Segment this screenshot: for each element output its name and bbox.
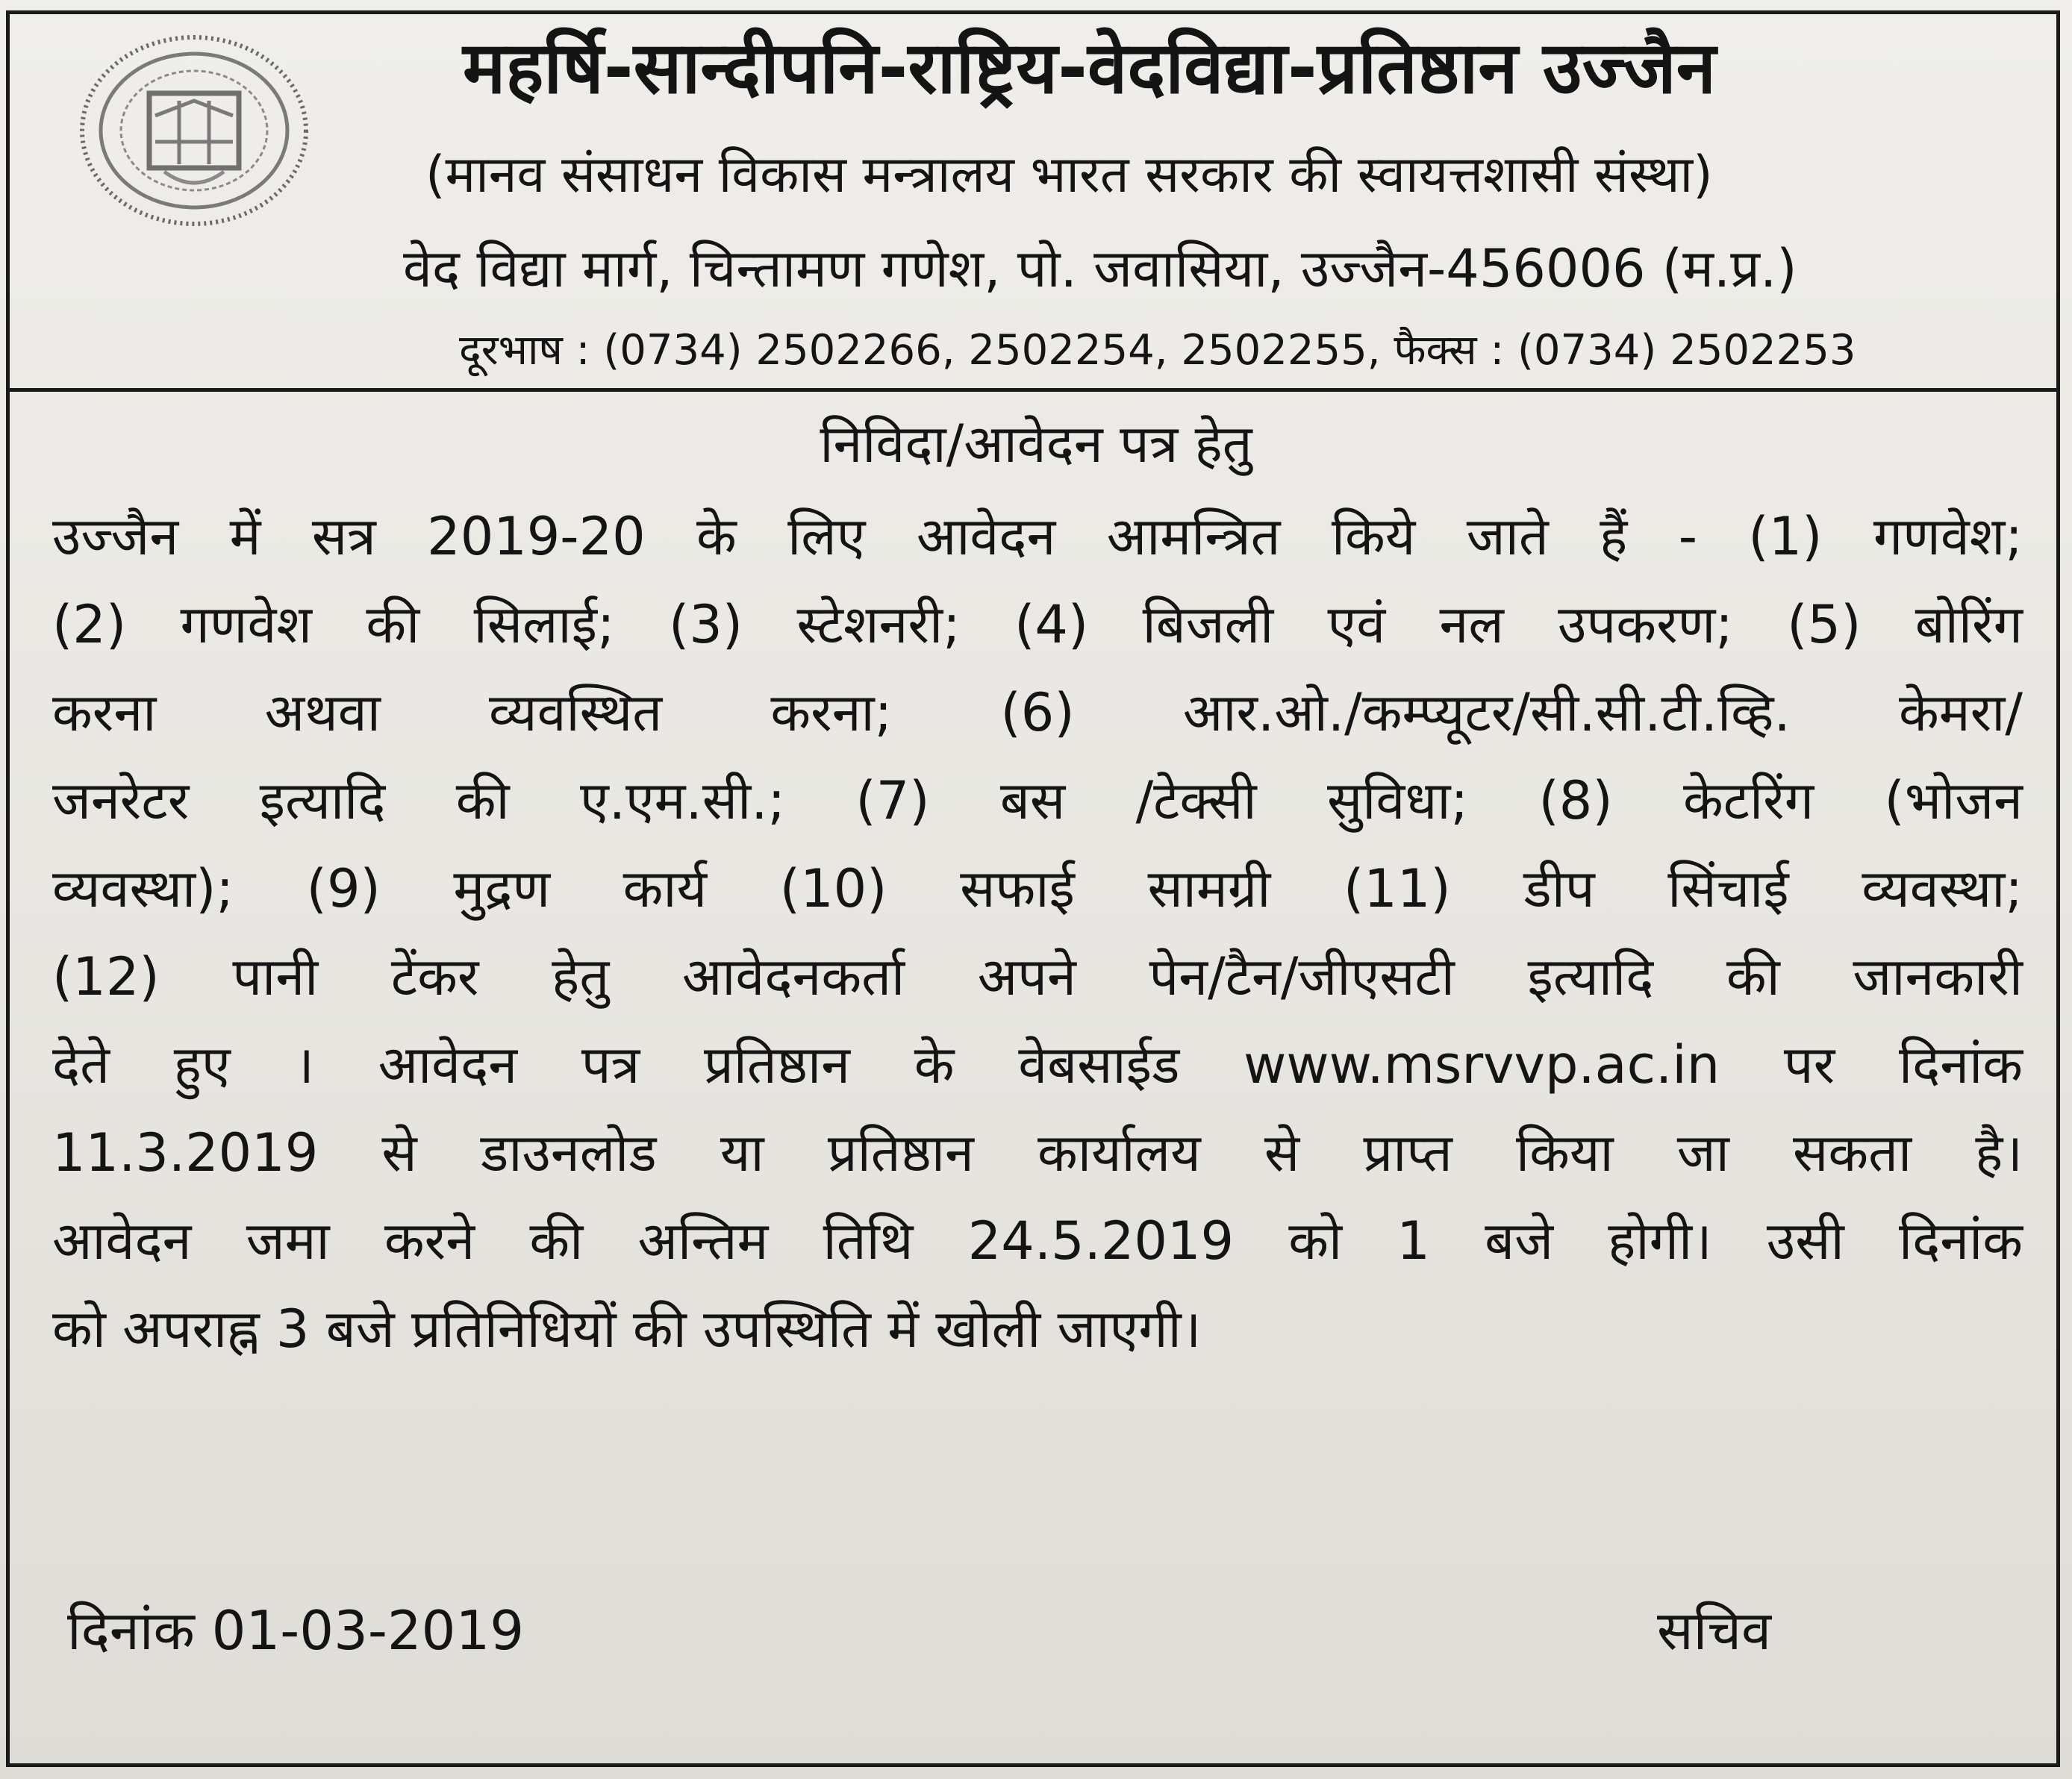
notice-body-line: व्यवस्था); (9) मुद्रण कार्य (10) सफाई सामग्री (11) डीप सिंचाई व्यवस्था;	[52, 858, 2023, 919]
notice-body-line: 11.3.2019 से डाउनलोड या प्रतिष्ठान कार्यालय से प्राप्त किया जा सकता है।	[52, 1122, 2023, 1184]
notice-body-line: करना अथवा व्यवस्थित करना; (6) आर.ओ./कम्प्यूटर/सी.सी.टी.व्हि. केमरा/	[52, 682, 2023, 743]
notice-heading: निविदा/आवेदन पत्र हेतु	[820, 413, 1252, 475]
notice-body	[52, 493, 2023, 1373]
notice-date: दिनांक 01-03-2019	[67, 1599, 525, 1662]
signatory: सचिव	[1657, 1599, 1772, 1662]
notice-body-line: (2) गणवेश की सिलाई; (3) स्टेशनरी; (4) बिजली एवं नल उपकरण; (5) बोरिंग	[52, 594, 2023, 655]
notice-body-line: जनरेटर इत्यादि की ए.एम.सी.; (7) बस /टेक्सी सुविधा; (8) केटरिंग (भोजन	[52, 770, 2023, 831]
notice-body-line: (12) पानी टेंकर हेतु आवेदनकर्ता अपने पेन/टैन/जीएसटी इत्यादि की जानकारी	[52, 946, 2023, 1007]
header-divider	[6, 388, 2060, 392]
notice-body-line: उज्जैन में सत्र 2019-20 के लिए आवेदन आमन्त्रित किये जाते हैं - (1) गणवेश;	[52, 506, 2023, 567]
org-address: वेद विद्या मार्ग, चिन्तामण गणेश, पो. जवासिया, उज्जैन-456006 (म.प्र.)	[403, 238, 1797, 299]
notice-body-line: देते हुए । आवेदन पत्र प्रतिष्ठान के वेबसाईड www.msrvvp.ac.in पर दिनांक	[52, 1034, 2023, 1095]
institute-seal-icon	[67, 22, 321, 239]
notice-body-line: को अपराह्न 3 बजे प्रतिनिधियों की उपस्थिति में खोली जाएगी।	[52, 1298, 1202, 1360]
org-subtitle: (मानव संसाधन विकास मन्त्रालय भारत सरकार की स्वायत्तशासी संस्था)	[425, 146, 1713, 204]
org-name: महर्षि-सान्दीपनि-राष्ट्रिय-वेदविद्या-प्रतिष्ठान उज्जैन	[463, 26, 1717, 110]
notice-body-line: आवेदन जमा करने की अन्तिम तिथि 24.5.2019 को 1 बजे होगी। उसी दिनांक	[52, 1210, 2023, 1272]
org-phone-fax: दूरभाष : (0734) 2502266, 2502254, 2502255, फैक्स : (0734) 2502253	[459, 326, 1856, 375]
